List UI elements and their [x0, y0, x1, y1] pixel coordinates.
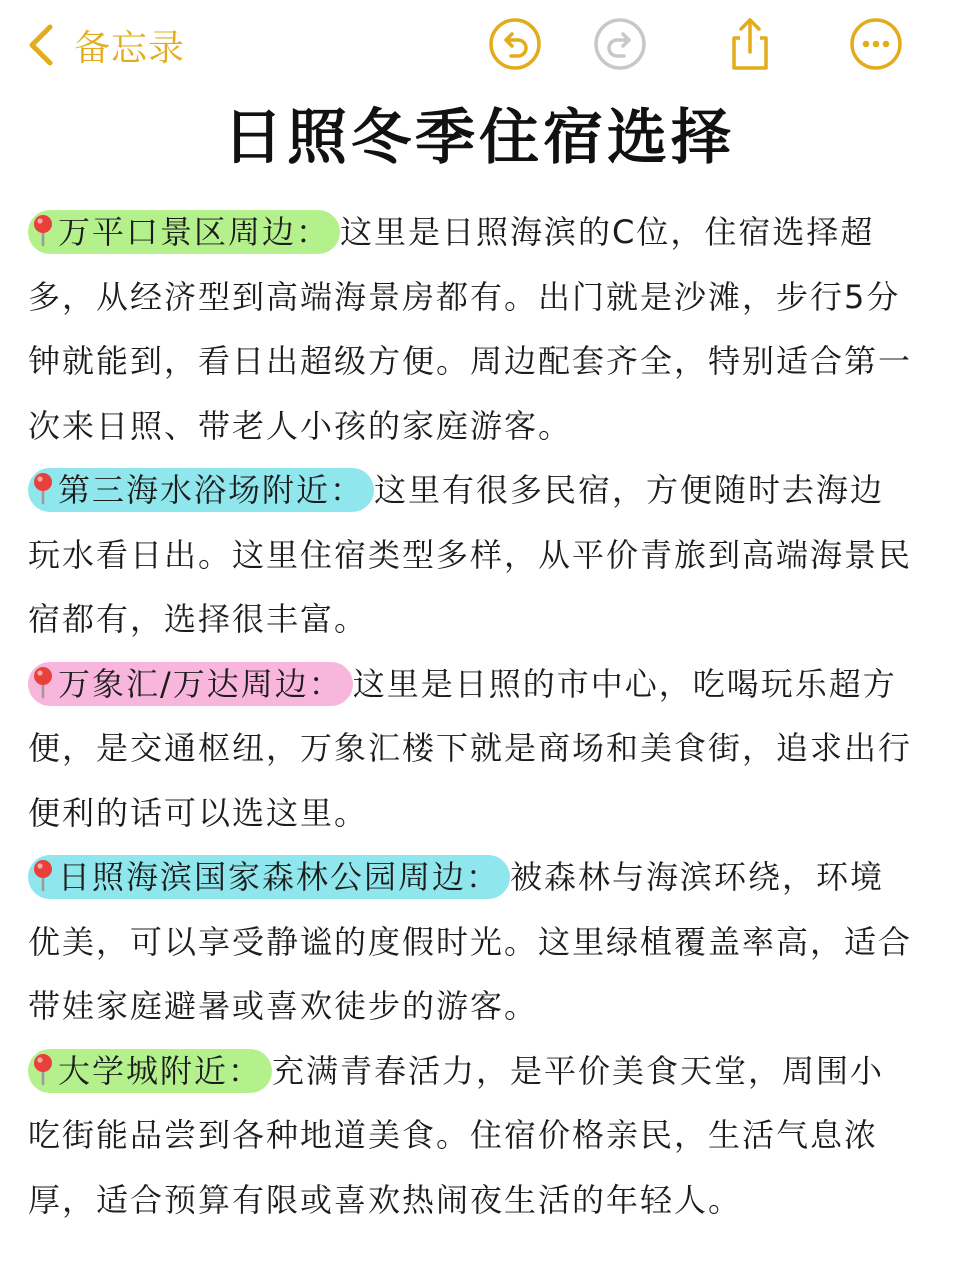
undo-button[interactable] [487, 16, 543, 72]
toolbar [0, 0, 958, 90]
back-button[interactable] [26, 18, 185, 72]
note-section-2 [28, 458, 918, 652]
section-heading-text: 万象汇/万达周边： [58, 664, 343, 703]
pushpin-icon [30, 1052, 56, 1086]
pushpin-icon [30, 471, 56, 505]
more-button[interactable] [848, 16, 904, 72]
back-label: 备忘录 [74, 27, 186, 69]
section-body: 这里是日照海滨的C位，住宿选择超多，从经济型到高端海景房都有。出门就是沙滩，步行5分钟就能到，看日出超级方便。周边配套齐全，特别适合第一次来日照、带老人小孩的家庭游客。 [28, 213, 913, 445]
section-body: 这里有很多民宿，方便随时去海边玩水看日出。这里住宿类型多样，从平价青旅到高端海景民宿都有，选择很丰富。 [28, 471, 913, 638]
note-title: 日照冬季住宿选择 [223, 103, 735, 173]
section-heading-text: 日照海滨国家森林公园周边： [58, 858, 501, 896]
section-heading [28, 210, 340, 254]
section-heading [28, 1049, 272, 1093]
section-heading-text: 大学城附近： [58, 1051, 263, 1090]
note-body[interactable] [28, 200, 918, 1232]
share-icon [722, 16, 778, 72]
more-icon [848, 16, 904, 72]
note-section-4 [28, 845, 918, 1039]
section-heading [28, 662, 353, 706]
note-section-3 [28, 652, 918, 846]
section-heading [28, 855, 510, 899]
section-body: 这里是日照的市中心，吃喝玩乐超方便，是交通枢纽，万象汇楼下就是商场和美食街，追求出行便利的话可以选这里。 [28, 664, 913, 832]
section-heading-text: 万平口景区周边： [58, 213, 331, 251]
pushpin-icon [30, 665, 56, 699]
share-button[interactable] [722, 16, 778, 72]
undo-icon [487, 16, 543, 72]
note-section-1 [28, 200, 918, 458]
pushpin-icon [30, 858, 56, 892]
section-heading-text: 第三海水浴场附近： [58, 471, 365, 509]
note-section-5 [28, 1039, 918, 1233]
redo-button[interactable] [592, 16, 648, 72]
pushpin-icon [30, 213, 56, 247]
section-body: 充满青春活力，是平价美食天堂，周围小吃街能品尝到各种地道美食。住宿价格亲民，生活气息浓厚，适合预算有限或喜欢热闹夜生活的年轻人。 [28, 1051, 885, 1219]
section-body: 被森林与海滨环绕，环境优美，可以享受静谧的度假时光。这里绿植覆盖率高，适合带娃家庭避暑或喜欢徒步的游客。 [28, 858, 913, 1025]
chevron-left-icon [26, 23, 56, 67]
redo-icon [592, 16, 648, 72]
section-heading [28, 468, 374, 512]
